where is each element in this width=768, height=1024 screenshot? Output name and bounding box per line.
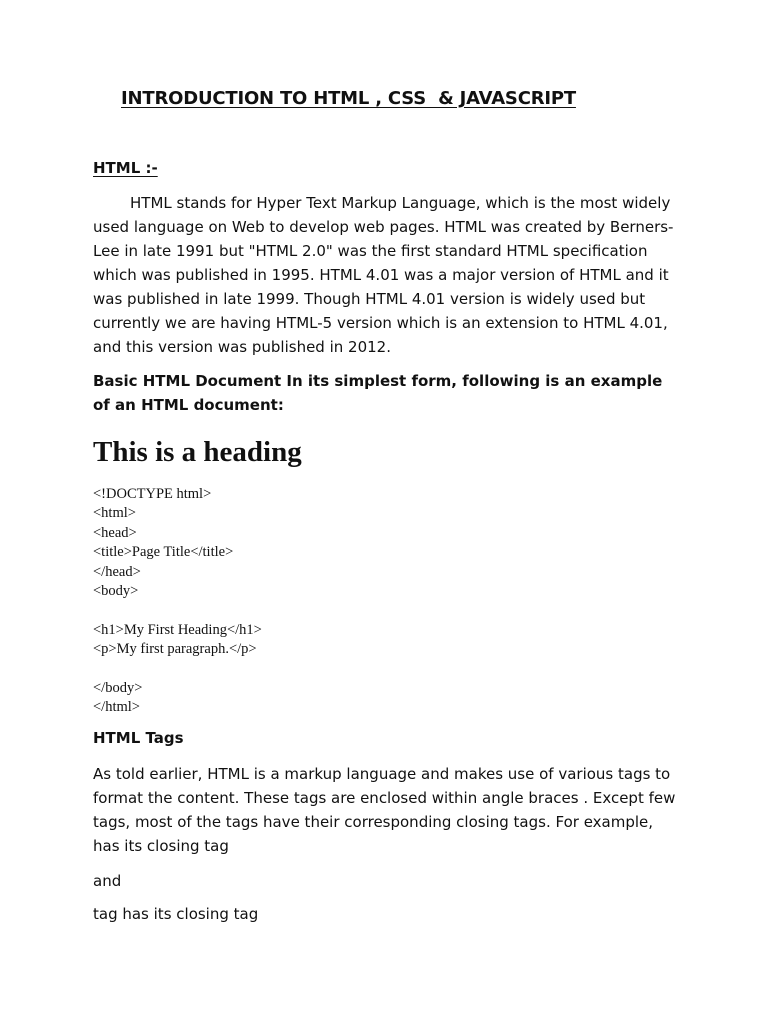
code-line: </html> bbox=[93, 699, 140, 716]
tags-paragraph: As told earlier, HTML is a markup language and makes use of various tags to format the content. These tags are enclosed within angle braces . Except few tags, most of the tags have their corresponding closing tags. For example, has its closing tag bbox=[93, 765, 676, 855]
intro-paragraph bbox=[93, 191, 683, 359]
code-line: </body> bbox=[93, 679, 143, 696]
code-line: <p>My first paragraph.</p> bbox=[93, 641, 257, 658]
code-line-blank bbox=[93, 601, 262, 620]
code-line: <title>Page Title</title> bbox=[93, 544, 234, 561]
intro-paragraph-text: HTML stands for Hyper Text Markup Language, which is the most widely used language on Web to develop web pages. HTML was created by Berners-Lee in late 1991 but "HTML 2.0" was the first standard HTML specification which was published in 1995. HTML 4.01 was a major version of HTML and it was published in late 1999. Though HTML 4.01 version is widely used but currently we are having HTML-5 version which is an extension to HTML 4.01, and this version was published in 2012. bbox=[93, 194, 674, 356]
code-line: <head> bbox=[93, 524, 137, 541]
code-example bbox=[93, 485, 262, 718]
and-text: and bbox=[93, 872, 122, 890]
code-line: <!DOCTYPE html> bbox=[93, 486, 212, 502]
example-heading: This is a heading bbox=[93, 436, 302, 468]
code-line-blank bbox=[93, 660, 262, 679]
html-tags-label: HTML Tags bbox=[93, 729, 184, 747]
html-section-label: HTML :- bbox=[93, 159, 158, 177]
code-line: <h1>My First Heading</h1> bbox=[93, 621, 262, 638]
code-line: <body> bbox=[93, 582, 139, 599]
basic-document-intro: Basic HTML Document In its simplest form, following is an example of an HTML document: bbox=[93, 372, 663, 414]
document-title: INTRODUCTION TO HTML , CSS & JAVASCRIPT bbox=[121, 88, 576, 109]
code-line: <html> bbox=[93, 505, 136, 522]
code-line: </head> bbox=[93, 563, 141, 580]
closing-tag-text: tag has its closing tag bbox=[93, 905, 259, 923]
